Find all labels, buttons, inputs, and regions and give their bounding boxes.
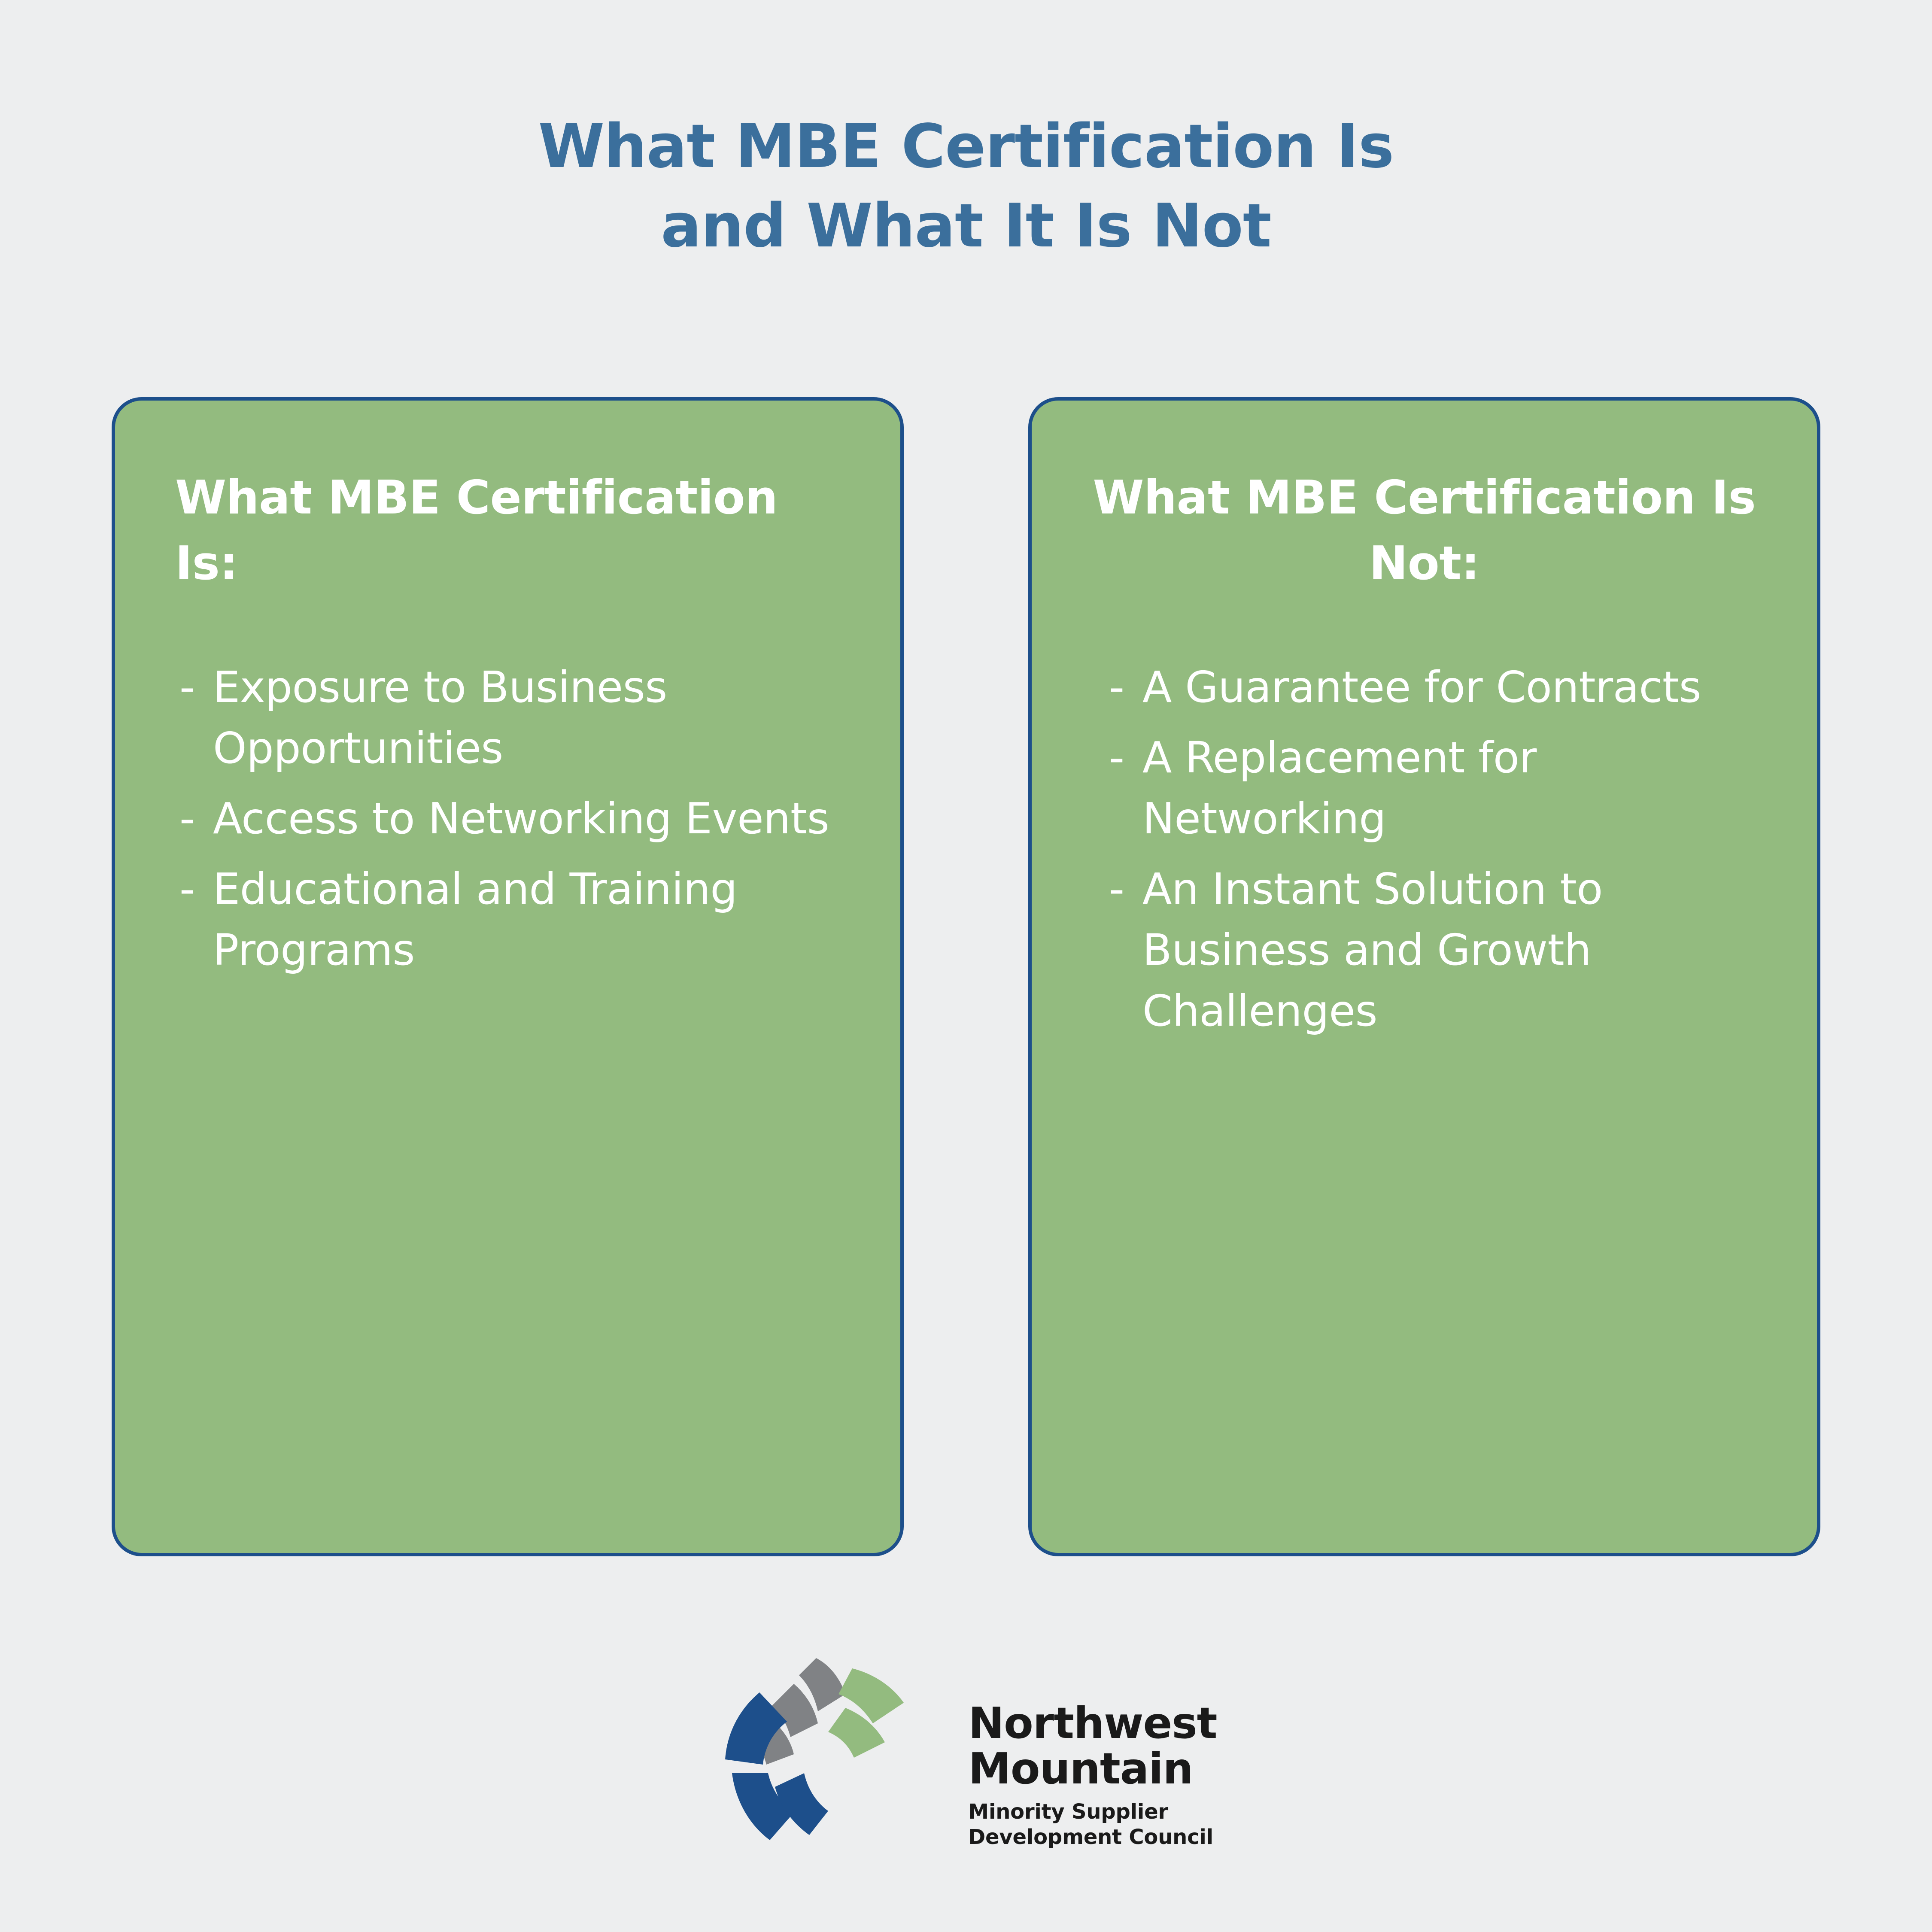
page-title-line-2: and What It Is Not bbox=[661, 191, 1271, 261]
list-item: - Access to Networking Events bbox=[179, 788, 853, 849]
card-heading: What MBE Certification Is Not: bbox=[1093, 471, 1756, 591]
comparison-cards bbox=[0, 397, 1932, 1561]
logo-inner bbox=[715, 1644, 1217, 1850]
card-what-it-is bbox=[112, 397, 904, 1556]
logo-sub-line-2: Development Council bbox=[968, 1825, 1213, 1849]
list-item: - Exposure to Business Opportunities bbox=[179, 657, 853, 779]
page-title bbox=[0, 107, 1932, 266]
logo-wordmark bbox=[968, 1645, 1217, 1850]
card-heading: What MBE Certification Is: bbox=[175, 471, 778, 591]
northwest-mountain-logo-icon bbox=[715, 1644, 955, 1850]
logo-sub-line-1: Minority Supplier bbox=[968, 1800, 1169, 1824]
list-item: - Educational and Training Programs bbox=[179, 859, 853, 981]
page-title-line-1: What MBE Certification Is bbox=[538, 112, 1394, 182]
list-item: - A Guarantee for Contracts bbox=[1109, 657, 1770, 718]
card-list bbox=[1079, 657, 1770, 1042]
card-list bbox=[162, 657, 853, 981]
logo-name-line-2: Mountain bbox=[968, 1744, 1193, 1794]
logo bbox=[0, 1644, 1932, 1850]
logo-name-line-1: Northwest bbox=[968, 1698, 1217, 1749]
list-item: - An Instant Solution to Business and Growth Challenges bbox=[1109, 859, 1770, 1042]
list-item: - A Replacement for Networking bbox=[1109, 727, 1770, 849]
card-what-it-is-not bbox=[1028, 397, 1820, 1556]
